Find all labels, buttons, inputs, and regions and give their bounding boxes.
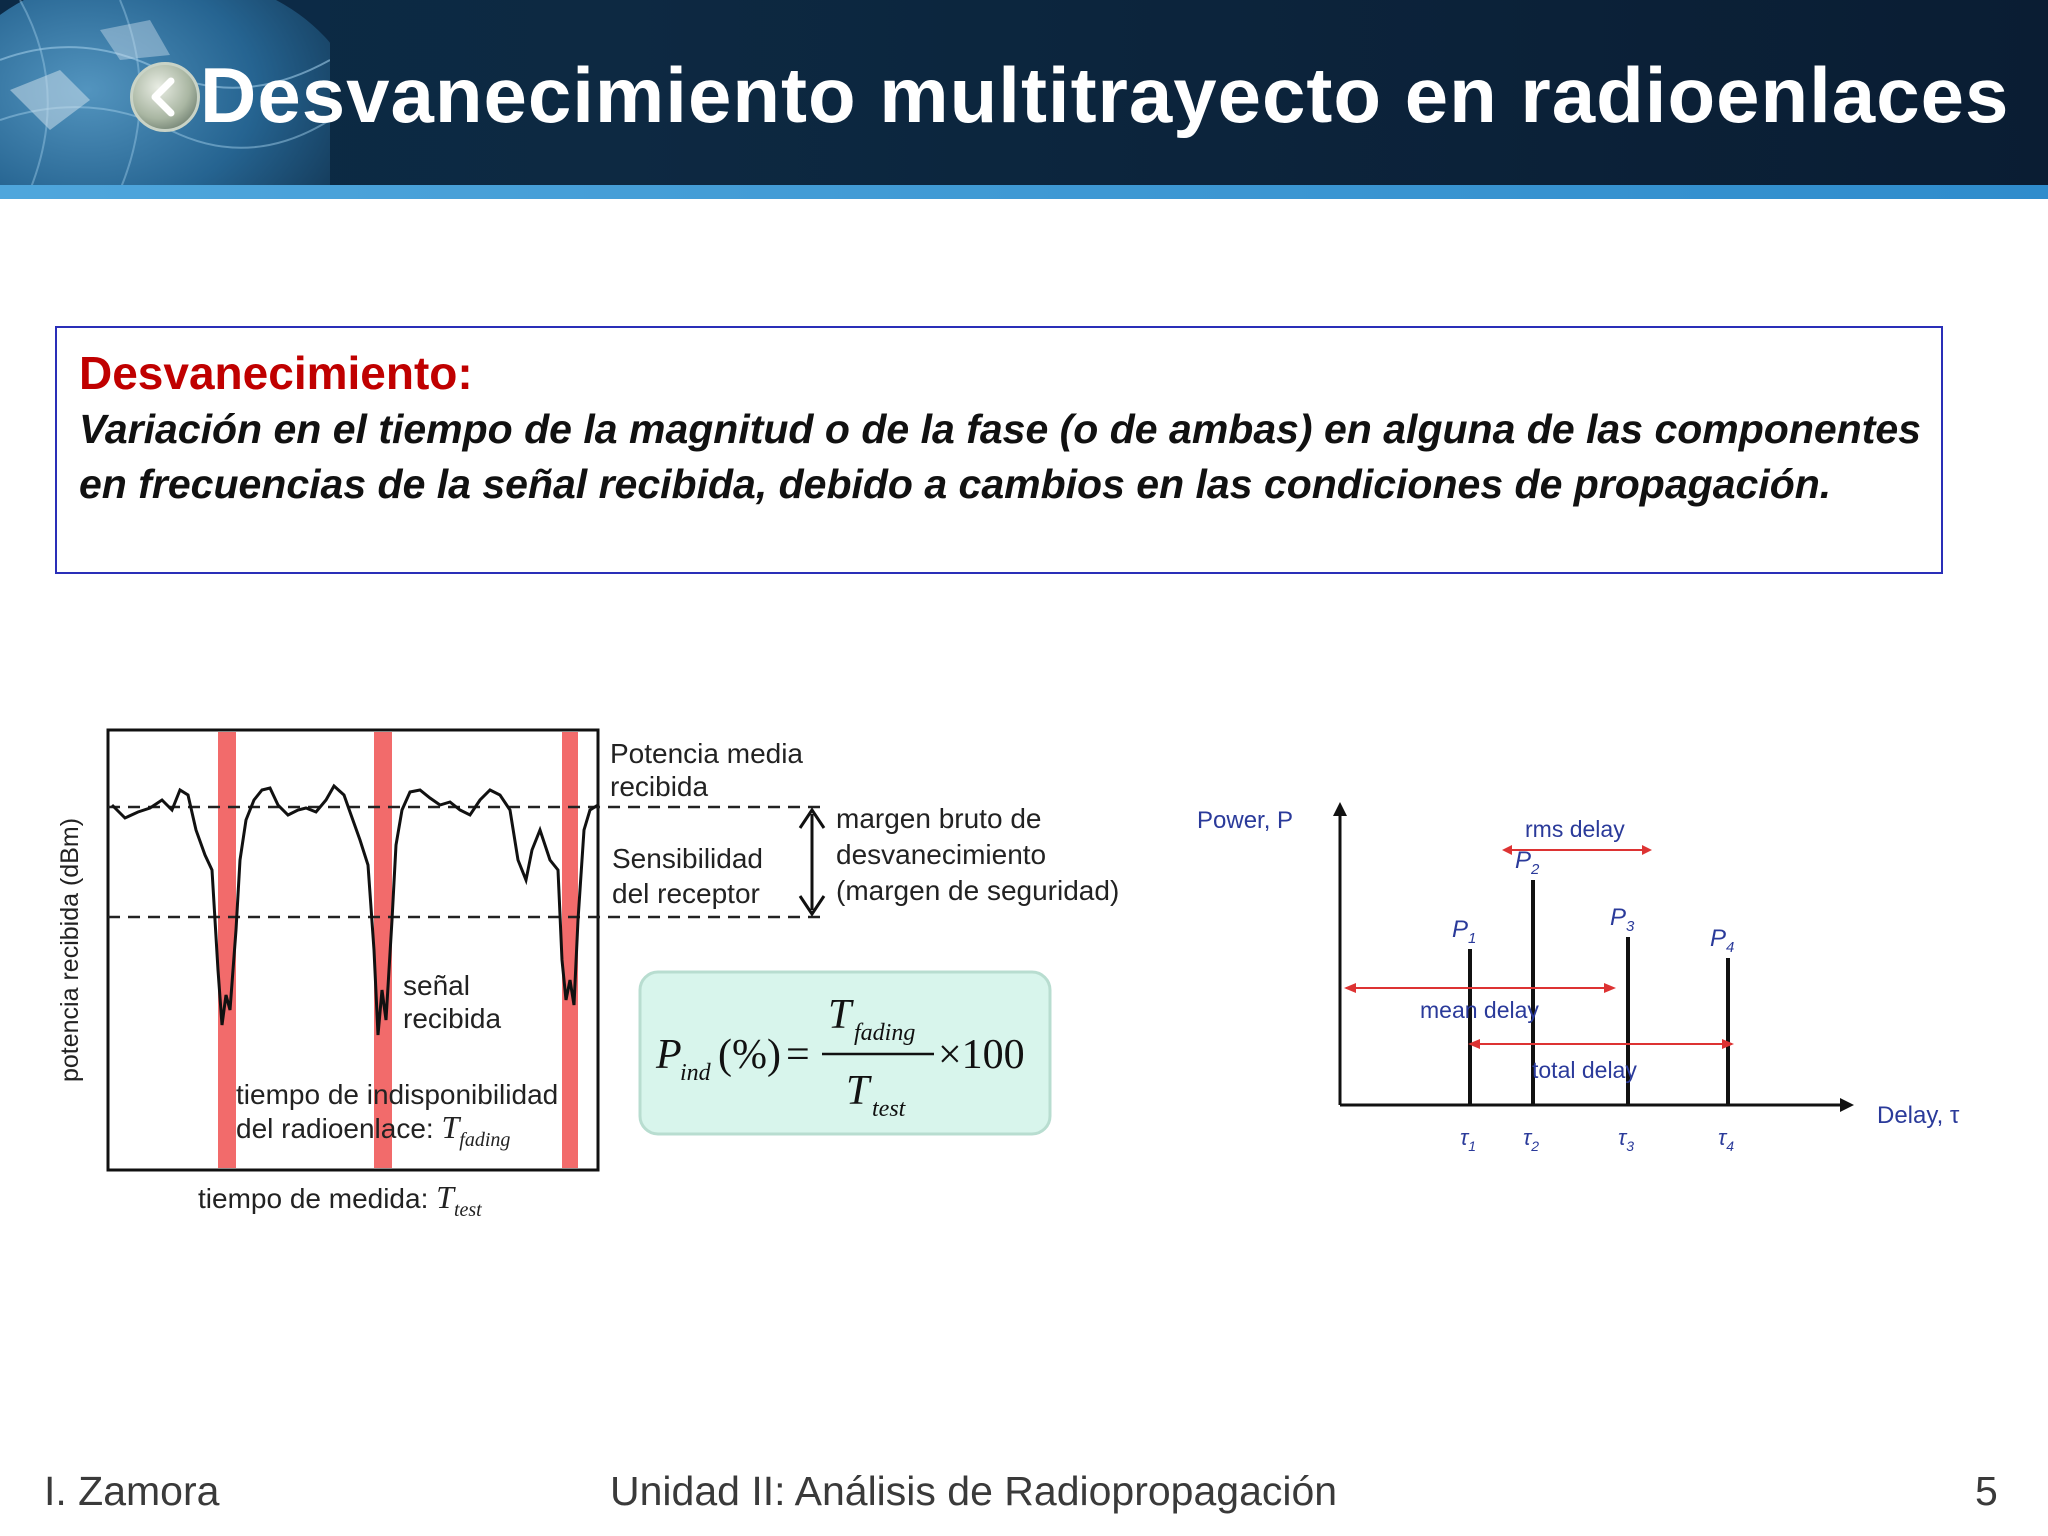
- footer-page-number: 5: [1975, 1468, 1998, 1514]
- tap-1-tau-label: $\tau_1$: [1460, 1125, 1477, 1154]
- tap-4-tau-label: $\tau_4$: [1718, 1125, 1735, 1154]
- label-margin-2: desvanecimiento: [836, 839, 1047, 870]
- rms-delay-head-right: [1642, 845, 1652, 855]
- label-margin-3: (margen de seguridad): [836, 875, 1120, 906]
- label-margin-1: margen bruto de: [836, 803, 1042, 834]
- fading-ylabel: potencia recibida (dBm): [56, 817, 84, 1083]
- label-mean-power-1: Potencia media: [610, 738, 804, 769]
- rms-delay-head-left: [1502, 845, 1512, 855]
- label-mean-power-2: recibida: [610, 771, 709, 802]
- formula-lhs-var: P: [656, 1032, 682, 1078]
- tap-2-tau-label: $\tau_2$: [1523, 1125, 1540, 1154]
- tap-2-power-label: $P_2$: [1515, 847, 1540, 878]
- label-test-time: tiempo de medida: $T_{test}$: [198, 1179, 482, 1220]
- formula-num-sub: fading: [854, 1020, 916, 1046]
- label-unavailability-1: tiempo de indisponibilidad: [236, 1079, 559, 1110]
- formula-equals: =: [786, 1032, 810, 1078]
- label-signal-2: recibida: [403, 1003, 502, 1034]
- formula-num-var: T: [828, 992, 852, 1038]
- footer-author: I. Zamora: [44, 1468, 220, 1514]
- formula-lhs-paren: (%): [718, 1032, 781, 1078]
- slide-header: [0, 0, 2048, 190]
- rms-delay-label: rms delay: [1525, 816, 1625, 842]
- formula-lhs-sub: ind: [680, 1060, 711, 1086]
- fading-figure: [50, 720, 1170, 1220]
- mean-delay-head-left: [1344, 983, 1356, 993]
- tap-3-power-label: $P_3$: [1610, 904, 1635, 935]
- footer-unit: Unidad II: Análisis de Radiopropagación: [610, 1468, 1338, 1514]
- label-unavailability-2: del radioenlace: $T_{fading}$: [236, 1109, 511, 1151]
- definition-box: [55, 326, 1943, 574]
- delay-y-arrow: [1333, 802, 1347, 816]
- tap-4-power-label: $P_4$: [1710, 925, 1735, 956]
- formula-times: ×100: [938, 1032, 1025, 1078]
- delay-profile-figure: [1180, 780, 2010, 1160]
- back-button[interactable]: [130, 62, 200, 132]
- mean-delay-head-right: [1604, 983, 1616, 993]
- label-sensitivity-2: del receptor: [612, 878, 760, 909]
- mean-delay-label: mean delay: [1420, 997, 1539, 1023]
- delay-x-arrow: [1840, 1098, 1854, 1112]
- label-signal-1: señal: [403, 970, 470, 1001]
- delay-xlabel: Delay, τ: [1877, 1102, 1960, 1129]
- definition-term: Desvanecimiento:: [79, 347, 473, 399]
- tap-3-tau-label: $\tau_3$: [1618, 1125, 1635, 1154]
- delay-ylabel: Power, P: [1197, 807, 1294, 834]
- formula-den-var: T: [846, 1068, 870, 1114]
- total-delay-label: total delay: [1532, 1057, 1637, 1083]
- definition-text: Variación en el tiempo de la magnitud o de la fase (o de ambas) en alguna de las componentes en frecuencias de la señal recibida, debido a cambios en las condiciones de propagación.: [79, 406, 1921, 507]
- chevron-left-icon: [133, 65, 197, 129]
- slide-title: Desvanecimiento multitrayecto en radioenlaces: [200, 51, 2010, 139]
- formula-den-sub: test: [872, 1096, 906, 1122]
- label-sensitivity-1: Sensibilidad: [612, 843, 763, 874]
- tap-1-power-label: $P_1$: [1452, 916, 1477, 947]
- header-stripe: [0, 185, 2048, 199]
